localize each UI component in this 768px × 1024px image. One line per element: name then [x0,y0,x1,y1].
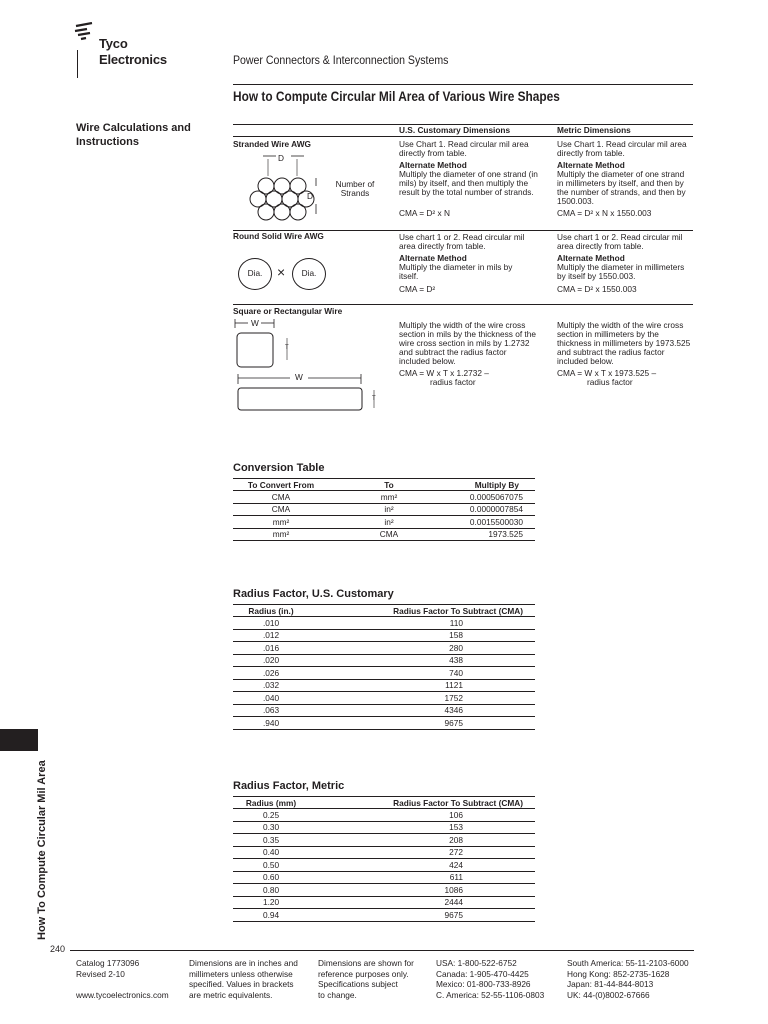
logo-text-tyco: Tyco [99,36,128,51]
table-row [233,516,535,529]
radius-metric-header-factor: Radius Factor To Subtract (CMA) [309,797,535,809]
radius-cell: 0.80 [233,884,309,897]
factor-cell: 1086 [309,884,535,897]
stranded-us-alt-title: Alternate Method [399,160,467,170]
cell: 1973.525 [449,528,535,541]
radius-cell: .063 [233,704,309,717]
square-us-formula2: radius factor [430,377,476,387]
radius-cell: 0.60 [233,871,309,884]
tyco-logo-icon [74,22,94,44]
round-label: Round Solid Wire AWG [233,231,324,241]
factor-cell: 740 [309,667,535,680]
factor-cell: 611 [309,871,535,884]
round-us-alt: Multiply the diameter in mils by itself. [399,262,513,281]
stranded-us-read: Use Chart 1. Read circular mil area directly from table. [399,139,529,158]
table-row [233,654,535,667]
conversion-title: Conversion Table [233,462,325,474]
table-row [233,667,535,680]
square-w-bottom: W [295,372,303,382]
table-row [233,909,535,922]
factor-cell: 110 [309,617,535,630]
radius-cell: 0.35 [233,834,309,847]
factor-cell: 106 [309,809,535,822]
stranded-d-side: D [307,191,313,201]
column-us: U.S. Customary Dimensions [399,125,511,135]
radius-cell: 0.94 [233,909,309,922]
square-label: Square or Rectangular Wire [233,306,343,316]
stranded-us-formula: CMA = D² x N [399,208,450,218]
page-number: 240 [50,944,66,954]
radius-cell: 0.50 [233,859,309,872]
footer-dimensions: Dimensions are in inches and millimeters unless otherwise specified. Values in brackets are metric equivalents. [189,958,298,1000]
table-row [233,809,535,822]
stranded-label: Stranded Wire AWG [233,139,311,149]
cell: CMA [233,491,329,504]
square-wire-diagram [234,318,384,413]
round-us-alt-title: Alternate Method [399,253,467,263]
square-t-bottom: T [372,396,376,402]
factor-cell: 208 [309,834,535,847]
logo-text-electronics: Electronics [99,52,167,67]
factor-cell: 280 [309,642,535,655]
table-row [233,871,535,884]
radius-cell: .016 [233,642,309,655]
header-section: Power Connectors & Interconnection Systems [233,53,449,67]
round-m-alt-title: Alternate Method [557,253,625,263]
table-row [233,679,535,692]
side-tab-label: How To Compute Circular Mil Area [36,760,48,940]
round-us-read: Use chart 1 or 2. Read circular mil area directly from table. [399,232,525,251]
table-row [233,821,535,834]
table-row [233,528,535,541]
radius-cell: .032 [233,679,309,692]
radius-cell: .026 [233,667,309,680]
table-row [233,491,535,504]
radius-us-header-radius: Radius (in.) [233,605,309,617]
cell: 0.0015500030 [449,516,535,529]
stranded-m-alt-title: Alternate Method [557,160,625,170]
table-row [233,846,535,859]
page-title: How to Compute Circular Mil Area of Various Wire Shapes [233,89,560,104]
radius-us-title: Radius Factor, U.S. Customary [233,588,394,600]
column-metric: Metric Dimensions [557,125,631,135]
round-dia-right: Dia. [301,268,317,278]
table-row [233,704,535,717]
title-rule [233,84,693,85]
radius-cell: .012 [233,629,309,642]
conversion-header-from: To Convert From [233,479,329,491]
cell: CMA [233,503,329,516]
table-row [233,834,535,847]
factor-cell: 424 [309,859,535,872]
round-us-formula: CMA = D² [399,284,436,294]
radius-cell: .020 [233,654,309,667]
factor-cell: 1752 [309,692,535,705]
sidebar-heading: Wire Calculations and Instructions [76,122,191,148]
table-row [233,896,535,909]
header-divider [77,50,78,78]
stranded-m-read: Use Chart 1. Read circular mil area directly from table. [557,139,687,158]
radius-cell: 1.20 [233,896,309,909]
footer-reference: Dimensions are shown for reference purposes only. Specifications subject to change. [318,958,414,1000]
square-m-formula2: radius factor [587,377,633,387]
square-us-formula1: CMA = W x T x 1.2732 – [399,368,489,378]
table-row [233,642,535,655]
radius-us-header-factor: Radius Factor To Subtract (CMA) [309,605,535,617]
factor-cell: 158 [309,629,535,642]
stranded-m-alt: Multiply the diameter of one strand in millimeters by itself, and then by the number of strands, and then by 1500.003. [557,169,686,206]
cell: in² [329,503,449,516]
footer-phone-americas: USA: 1-800-522-6752 Canada: 1-905-470-4425 Mexico: 01-800-733-8926 C. America: 52-55-1106-0803 [436,958,545,1000]
footer-rule [70,950,694,951]
conversion-table [233,478,535,541]
square-rule [233,304,693,305]
factor-cell: 1121 [309,679,535,692]
table-row [233,859,535,872]
radius-cell: .010 [233,617,309,630]
table-row [233,617,535,630]
square-m-formula1: CMA = W x T x 1973.525 – [557,368,657,378]
stranded-strands-label: Number of Strands [335,179,375,198]
columns-bottom-rule [233,136,693,137]
cell: 0.0005067075 [449,491,535,504]
round-times: × [277,264,286,280]
table-row [233,692,535,705]
footer-catalog: Catalog 1773096 Revised 2-10 www.tycoelectronics.com [76,958,169,1000]
table-row [233,503,535,516]
radius-metric-table [233,796,535,922]
factor-cell: 153 [309,821,535,834]
radius-metric-title: Radius Factor, Metric [233,780,345,792]
radius-us-table [233,604,535,730]
radius-cell: 0.30 [233,821,309,834]
radius-metric-header-radius: Radius (mm) [233,797,309,809]
stranded-d-top: D [278,153,284,163]
cell: mm² [329,491,449,504]
square-w-top: W [251,318,259,328]
cell: in² [329,516,449,529]
stranded-us-alt: Multiply the diameter of one strand (in mils) by itself, and then multiply the result by the total number of strands. [399,169,538,197]
cell: CMA [329,528,449,541]
radius-cell: .940 [233,717,309,730]
radius-cell: 0.25 [233,809,309,822]
table-row [233,717,535,730]
cell: mm² [233,516,329,529]
stranded-m-formula: CMA = D² x N x 1550.003 [557,208,652,218]
radius-cell: .040 [233,692,309,705]
factor-cell: 2444 [309,896,535,909]
factor-cell: 9675 [309,909,535,922]
factor-cell: 4346 [309,704,535,717]
factor-cell: 438 [309,654,535,667]
factor-cell: 272 [309,846,535,859]
cell: mm² [233,528,329,541]
factor-cell: 9675 [309,717,535,730]
radius-cell: 0.40 [233,846,309,859]
round-dia-left: Dia. [247,268,263,278]
round-m-read: Use chart 1 or 2. Read circular mil area directly from table. [557,232,683,251]
cell: 0.0000007854 [449,503,535,516]
table-row [233,629,535,642]
round-m-formula: CMA = D² x 1550.003 [557,284,637,294]
round-m-alt: Multiply the diameter in millimeters by itself by 1550.003. [557,262,685,281]
square-t-top: T [285,345,289,351]
conversion-header-to: To [329,479,449,491]
conversion-header-multiply: Multiply By [449,479,535,491]
footer-phone-world: South America: 55-11-2103-6000 Hong Kong: 852-2735-1628 Japan: 81-44-844-8013 UK: 44-(0)8002-67666 [567,958,689,1000]
square-m-text: Multiply the width of the wire cross section in millimeters by the thickness in millimeters by 1973.525 and subtract the radius factor included below. [557,320,691,366]
square-us-text: Multiply the width of the wire cross section in mils by the thickness of the wire cross section in mils by 1.2732 and subtract the radius factor included below. [399,320,536,366]
table-row [233,884,535,897]
side-tab-marker [0,729,38,751]
